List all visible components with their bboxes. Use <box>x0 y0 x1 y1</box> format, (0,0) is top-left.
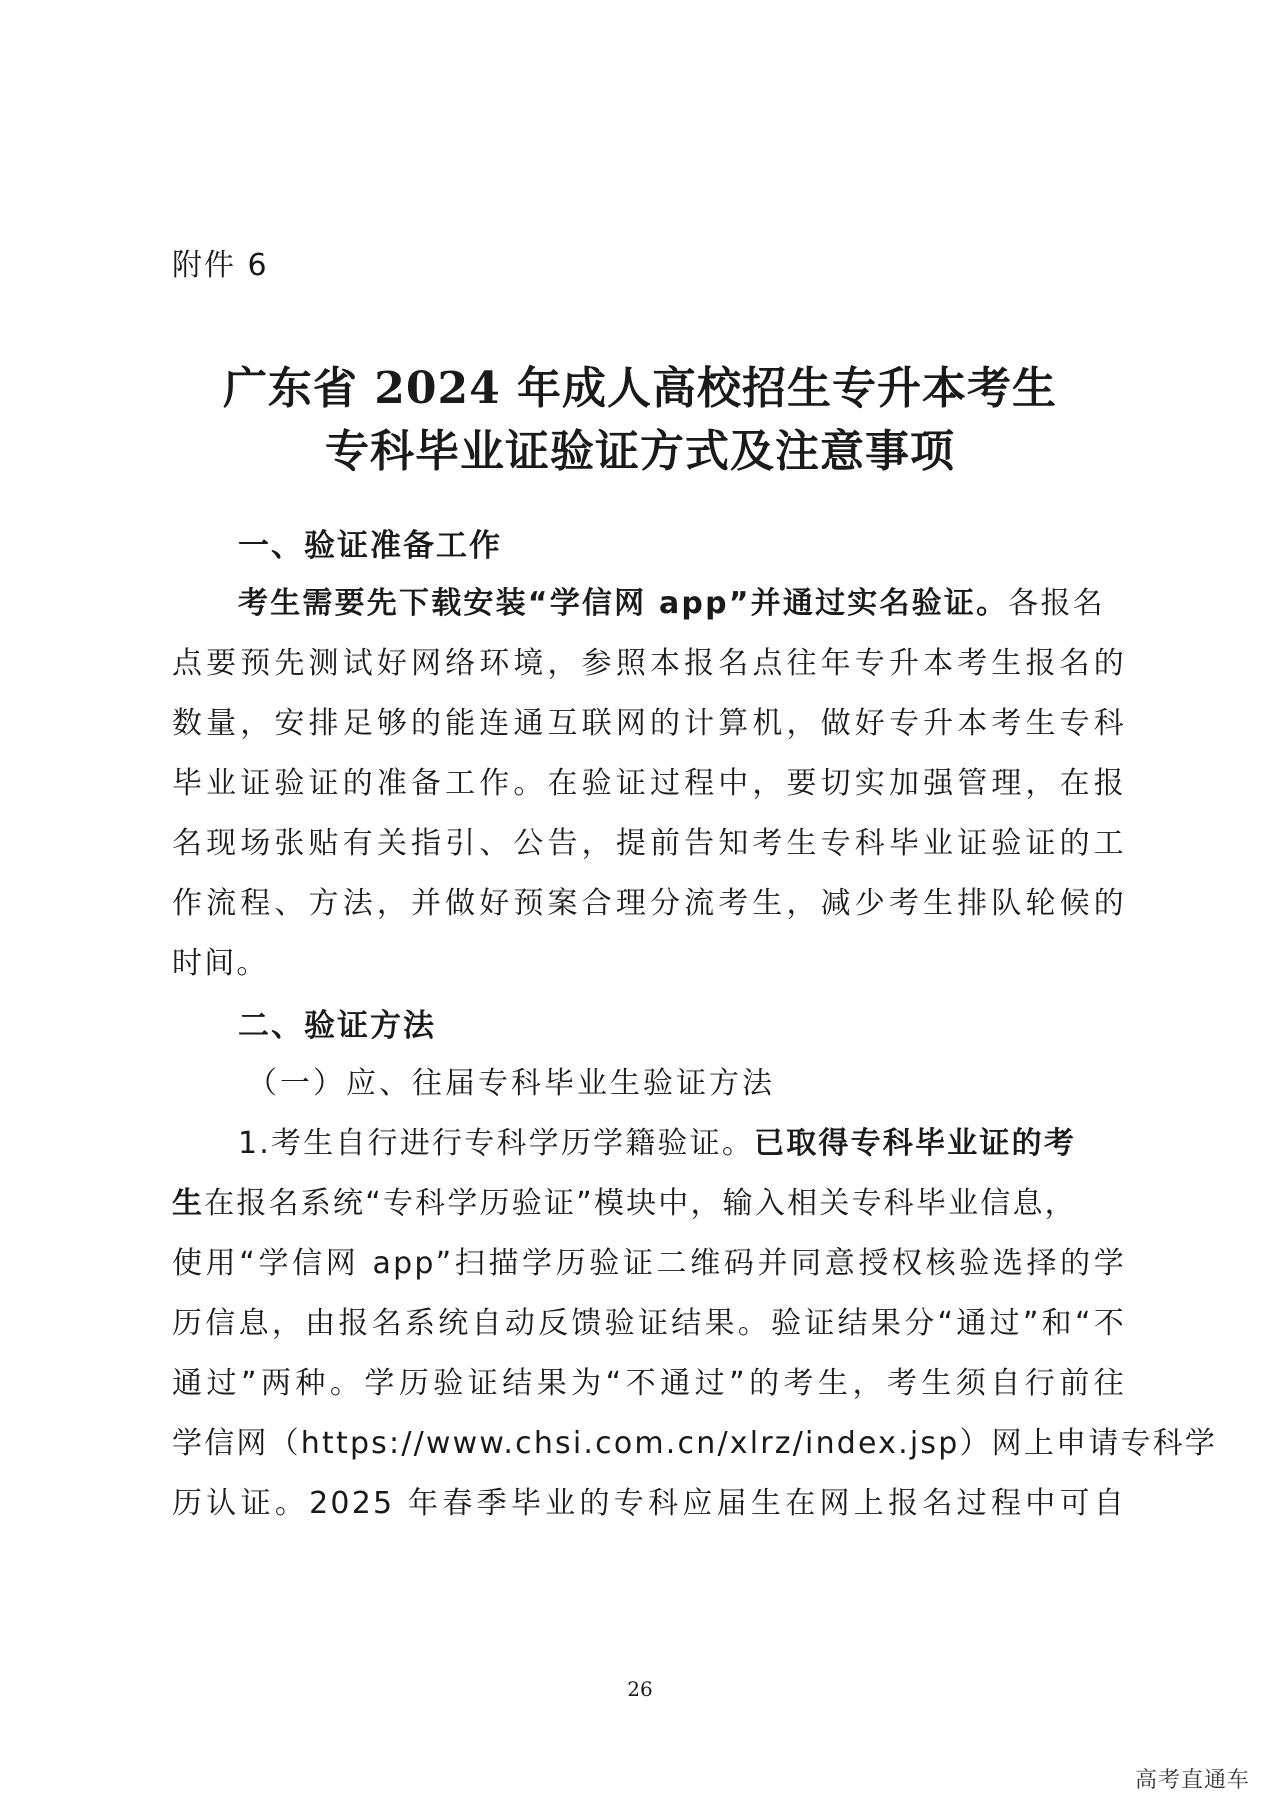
paragraph-line <box>238 1118 1126 1162</box>
paragraph-line: 学信网（https://www.chsi.com.cn/xlrz/index.jsp）网上申请专科学 <box>172 1426 1218 1461</box>
attachment-label: 附件 6 <box>172 248 269 283</box>
paragraph-line <box>238 578 1126 622</box>
bold-statement: 生 <box>172 1186 205 1221</box>
paragraph-line: 数量，安排足够的能连通互联网的计算机，做好专升本考生专科 <box>172 706 1126 741</box>
paragraph-line: 历信息，由报名系统自动反馈验证结果。验证结果分“通过”和“不 <box>172 1306 1126 1341</box>
paragraph-line: 历认证。2025 年春季毕业的专科应届生在网上报名过程中可自 <box>172 1486 1126 1521</box>
paragraph-line: 通过”两种。学历验证结果为“不通过”的考生，考生须自行前往 <box>172 1366 1126 1401</box>
paragraph-line <box>172 1178 1126 1222</box>
text-run: 1.考生自行进行专科学历学籍验证。 <box>238 1126 755 1161</box>
text-run: 各报名 <box>1008 586 1105 621</box>
paragraph-line: 名现场张贴有关指引、公告，提前告知考生专科毕业证验证的工 <box>172 826 1126 861</box>
section-1-heading: 一、验证准备工作 <box>238 528 502 564</box>
page-number: 26 <box>627 1677 653 1701</box>
paragraph-line: 点要预先测试好网络环境，参照本报名点往年专升本考生报名的 <box>172 646 1126 681</box>
document-title-line-1: 广东省 2024 年成人高校招生专升本考生 <box>222 363 1058 414</box>
paragraph-line: 毕业证验证的准备工作。在验证过程中，要切实加强管理，在报 <box>172 766 1126 801</box>
bold-statement: 考生需要先下载安装“学信网 app”并通过实名验证。 <box>238 586 1009 621</box>
document-title-line-2: 专科毕业证验证方式及注意事项 <box>325 426 955 477</box>
bold-statement: 已取得专科毕业证的考 <box>754 1126 1077 1161</box>
paragraph-line: 使用“学信网 app”扫描学历验证二维码并同意授权核验选择的学 <box>172 1246 1126 1281</box>
watermark-text: 高考直通车 <box>1134 1768 1250 1793</box>
section-2-heading: 二、验证方法 <box>238 1008 436 1044</box>
text-run: 在报名系统“专科学历验证”模块中，输入相关专科毕业信息， <box>204 1186 1077 1221</box>
subsection-heading: （一）应、往届专科毕业生验证方法 <box>247 1066 775 1101</box>
paragraph-line: 作流程、方法，并做好预案合理分流考生，减少考生排队轮候的 <box>172 886 1126 921</box>
paragraph-line: 时间。 <box>172 946 269 981</box>
